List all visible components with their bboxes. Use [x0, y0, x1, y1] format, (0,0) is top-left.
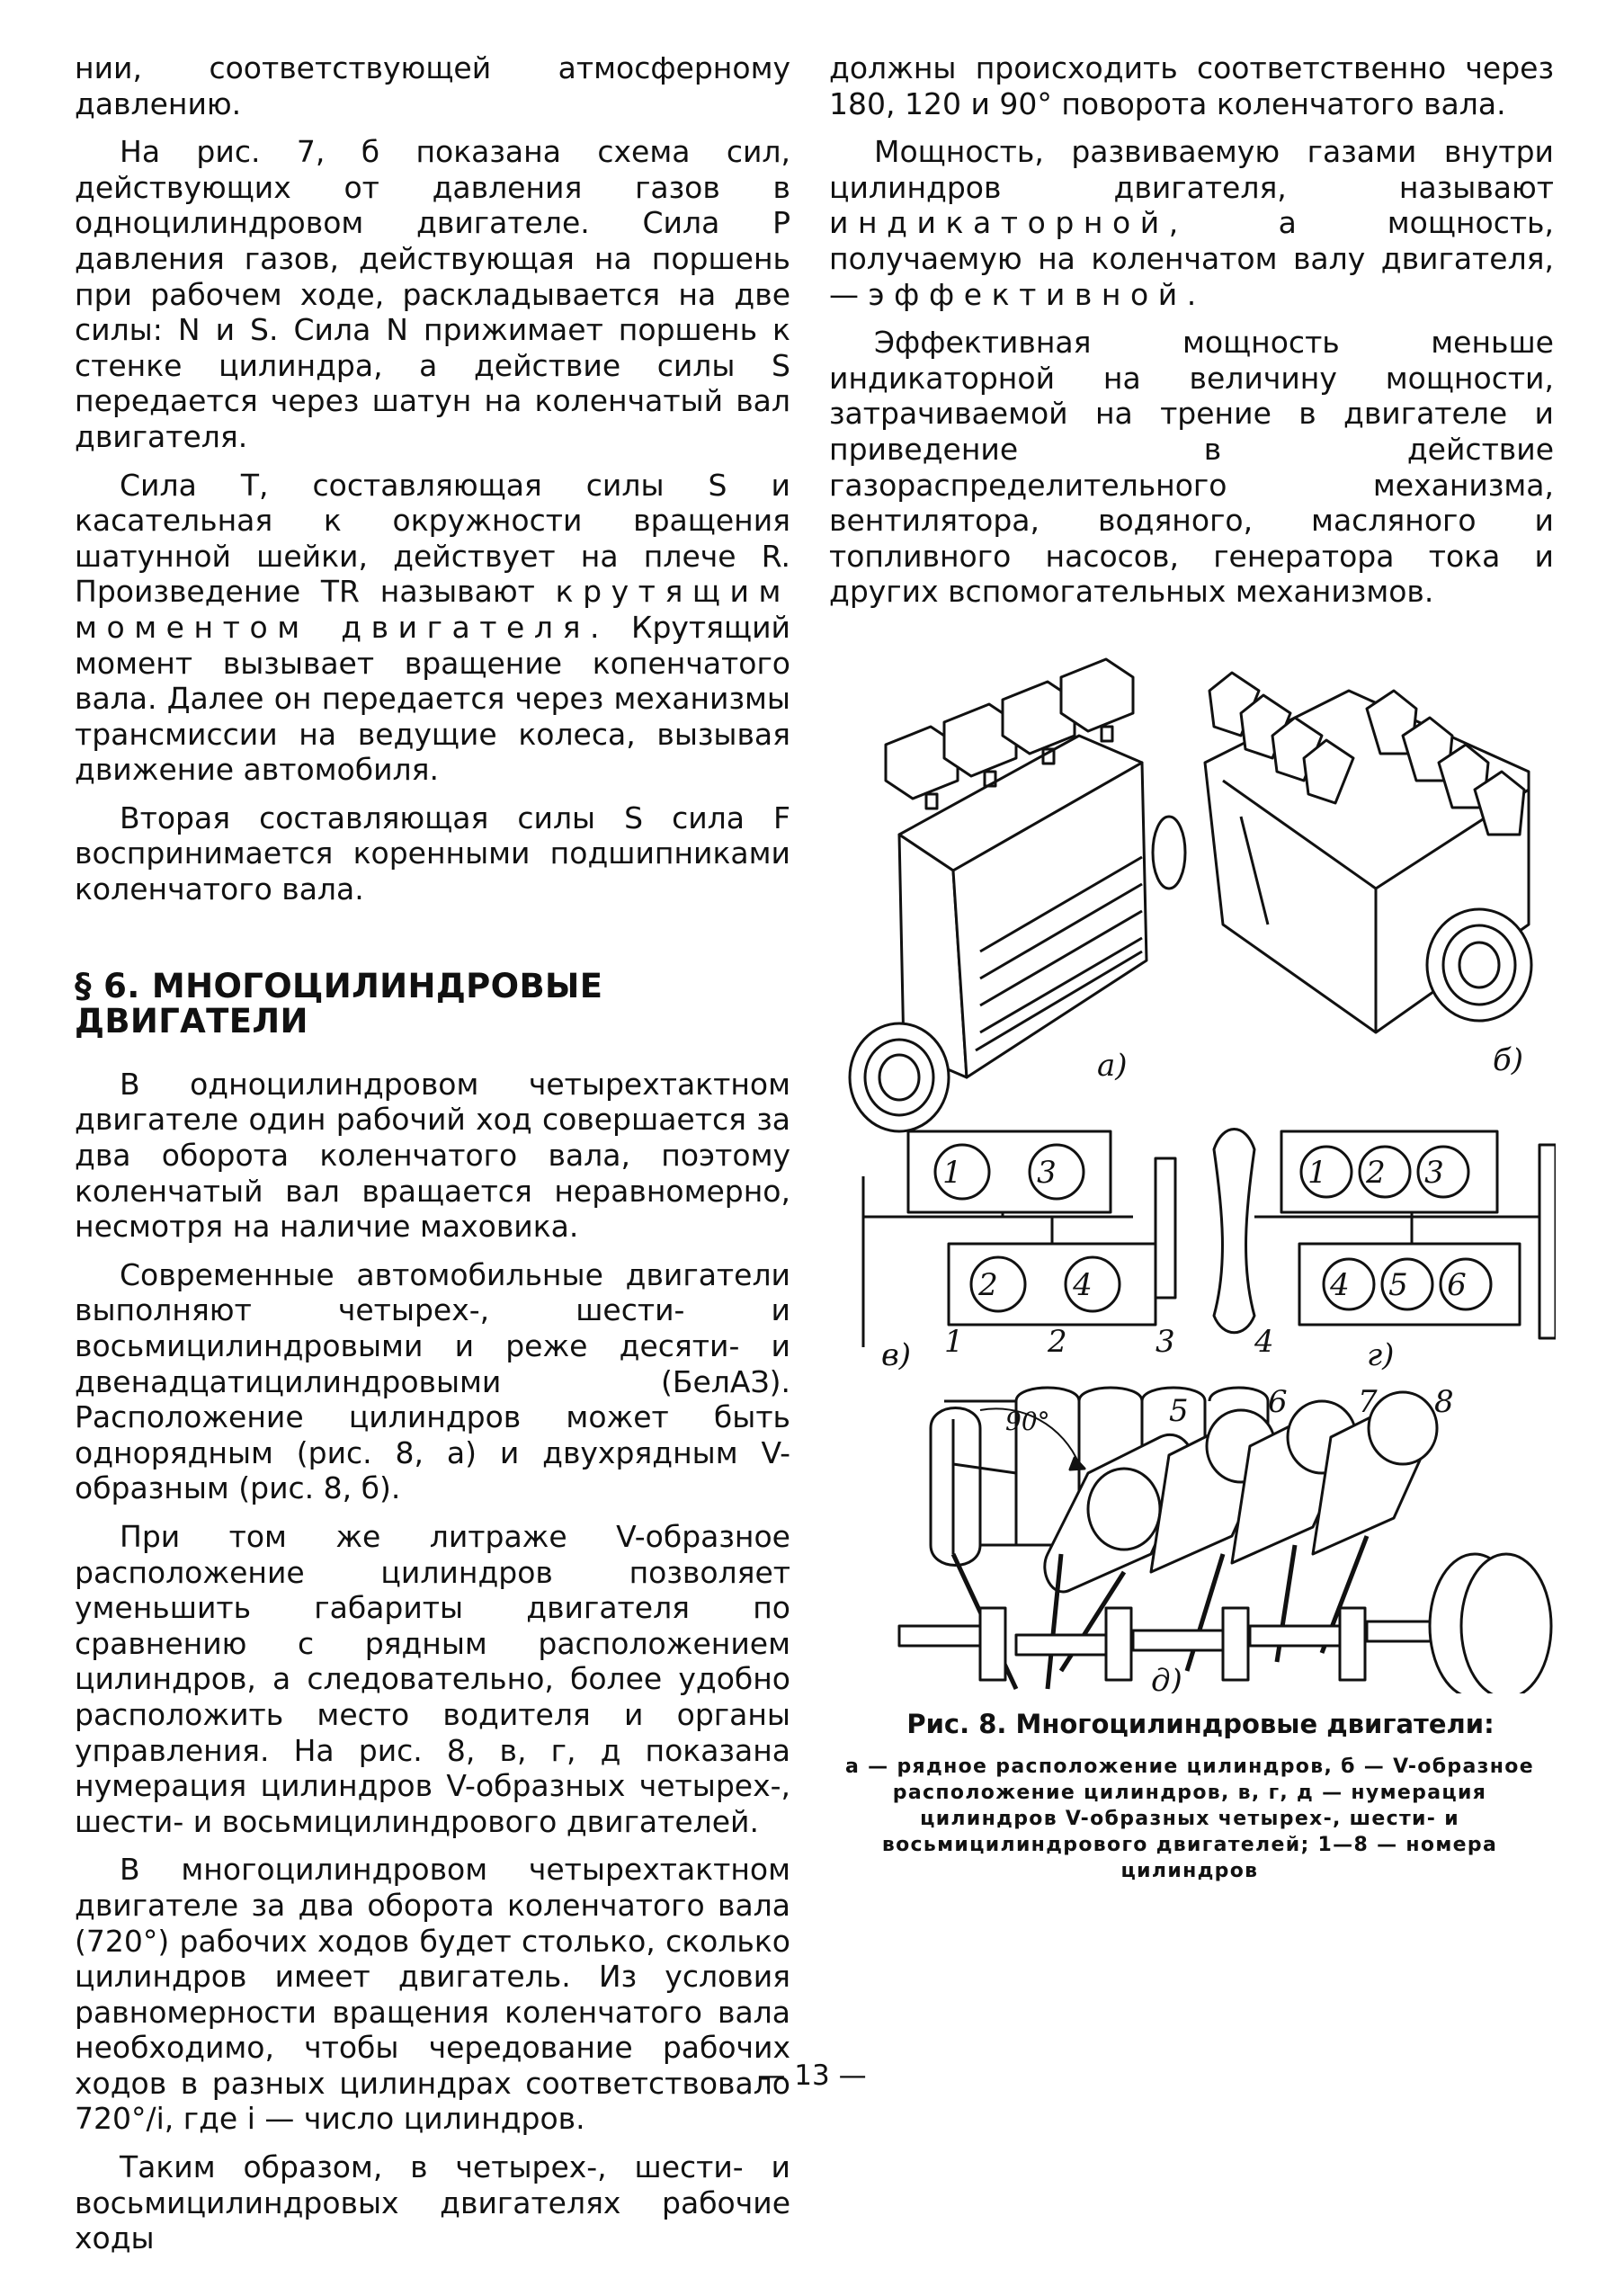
cyl-num: 1: [1307, 1155, 1327, 1191]
cyl-num: 4: [1330, 1267, 1350, 1303]
text-run: Крутящий момент вызывает вращение копенчатого вала. Далее он передается через механизмы трансмиссии на ведущие колеса, вызывая движение автомобиля.: [75, 609, 790, 788]
paragraph: При том же литраже V-образное расположение цилиндров позволяет уменьшить габариты двигателя по сравнению с рядным расположением цилиндров, а следовательно, более удобно расположить место водителя и органы управления. На рис. 8, в, г, д показана нумерация цилиндров V-образных четырех-, шести- и восьмицилиндрового двигателей.: [75, 1518, 790, 1839]
paragraph: Вторая составляющая силы S сила F воспринимается коренными подшипниками коленчатого вала.: [75, 800, 790, 907]
label-v: в): [881, 1337, 912, 1373]
paragraph: В одноцилиндровом четырехтактном двигателе один рабочий ход совершается за два оборота коленчатого вала, поэтому коленчатый вал вращается неравномерно, несмотря на наличие маховика.: [75, 1066, 790, 1245]
cyl-num: 6: [1447, 1267, 1467, 1303]
v8-num: 1: [944, 1324, 964, 1360]
cyl-num: 2: [1366, 1155, 1386, 1191]
paragraph: Таким образом, в четырех-, шести- и восьмицилиндровых двигателях рабочие ходы: [75, 2149, 790, 2256]
v8-num: 4: [1254, 1324, 1274, 1360]
figure-engines: [845, 655, 1556, 1693]
text-run: Мощность, развиваемую газами внутри цилиндров двигателя, называют: [829, 134, 1554, 205]
v8-num: 2: [1048, 1324, 1067, 1360]
v8-num: 5: [1169, 1393, 1189, 1429]
label-b: б): [1493, 1042, 1524, 1078]
paragraph: должны происходить соответственно через 180, 120 и 90° поворота коленчатого вала.: [829, 50, 1554, 121]
label-a: а): [1097, 1048, 1128, 1084]
v8-num: 6: [1268, 1384, 1288, 1420]
term-spaced: индикаторной,: [829, 205, 1188, 241]
page-number: — 13 —: [757, 2059, 867, 2092]
cyl-num: 2: [978, 1267, 998, 1303]
angle-label: 90°: [1005, 1407, 1050, 1436]
left-column: [75, 50, 790, 2269]
paragraph: Эффективная мощность меньше индикаторной на величину мощности, затрачиваемой на трение в двигателе и приведение в действие газораспределительного механизма, вентилятора, водяного, масляного и топливного насосов, генератора тока и других вспомогательных механизмов.: [829, 325, 1554, 610]
term-spaced: эффективной.: [868, 276, 1206, 312]
figure-caption-title: Рис. 8. Многоцилиндровые двигатели:: [906, 1709, 1495, 1739]
paragraph: [829, 134, 1554, 312]
paragraph: В многоцилиндровом четырехтактном двигателе за два оборота коленчатого вала (720°) рабочих ходов будет столько, сколько цилиндров имеет двигатель. Из условия равномерности вращения коленчатого вала необходимо, чтобы чередование рабочих ходов в разных цилиндрах соответствовало 720°/i, где i — число цилиндров.: [75, 1852, 790, 2137]
v8-illustration: [899, 1388, 1551, 1693]
inline-engine-illustration: [850, 659, 1185, 1131]
cyl-num: 4: [1073, 1267, 1093, 1303]
paragraph: [75, 468, 790, 788]
scheme-v6: [1254, 1131, 1556, 1338]
label-d: д): [1151, 1663, 1182, 1693]
paragraph: На рис. 7, б показана схема сил, действующих от давления газов в одноцилиндровом двигателе. Сила P давления газов, действующая на поршень при рабочем ходе, раскладывается на две силы: N и S. Сила N прижимает поршень к стенке цилиндра, а действие силы S передается через шатун на коленчатый вал двигателя.: [75, 134, 790, 454]
v8-num: 8: [1434, 1384, 1454, 1420]
cyl-num: 3: [1424, 1155, 1444, 1191]
cyl-num: 3: [1037, 1155, 1057, 1191]
paragraph: нии, соответствующей атмосферному давлению.: [75, 50, 790, 121]
paragraph: Современные автомобильные двигатели выполняют четырех-, шести- и восьмицилиндровыми и реже десяти- и двенадцатицилиндровыми (БелАЗ). Расположение цилиндров может быть однорядным (рис. 8, а) и двухрядным V-образным (рис. 8, б).: [75, 1256, 790, 1506]
text-run: а мощность, получаемую на коленчатом валу двигателя, —: [829, 205, 1554, 312]
scheme-v4: [863, 1130, 1254, 1348]
section-heading: § 6. МНОГОЦИЛИНДРОВЫЕ ДВИГАТЕЛИ: [75, 966, 603, 1041]
v8-num: 7: [1358, 1384, 1378, 1420]
term-spaced: крутящим моментом двигателя.: [75, 574, 790, 645]
cyl-num: 5: [1388, 1267, 1408, 1303]
v-engine-illustration: [1205, 673, 1531, 1032]
figure-drawing: [845, 655, 1556, 1693]
right-column: [829, 50, 1554, 622]
cyl-num: 1: [942, 1155, 962, 1191]
figure-caption-body: а — рядное расположение цилиндров, б — V-образное расположение цилиндров, в, г, д — нумерация цилиндров V-образных четырех-, шести- и восьмицилиндрового двигателей; 1—8 — номера цилиндров: [845, 1755, 1534, 1882]
text-run: Сила T, составляющая силы S и касательная к окружности вращения шатунной шейки, действует на плече R. Произведение TR называют: [75, 467, 790, 610]
v8-num: 3: [1156, 1324, 1175, 1360]
label-g: г): [1367, 1337, 1395, 1373]
